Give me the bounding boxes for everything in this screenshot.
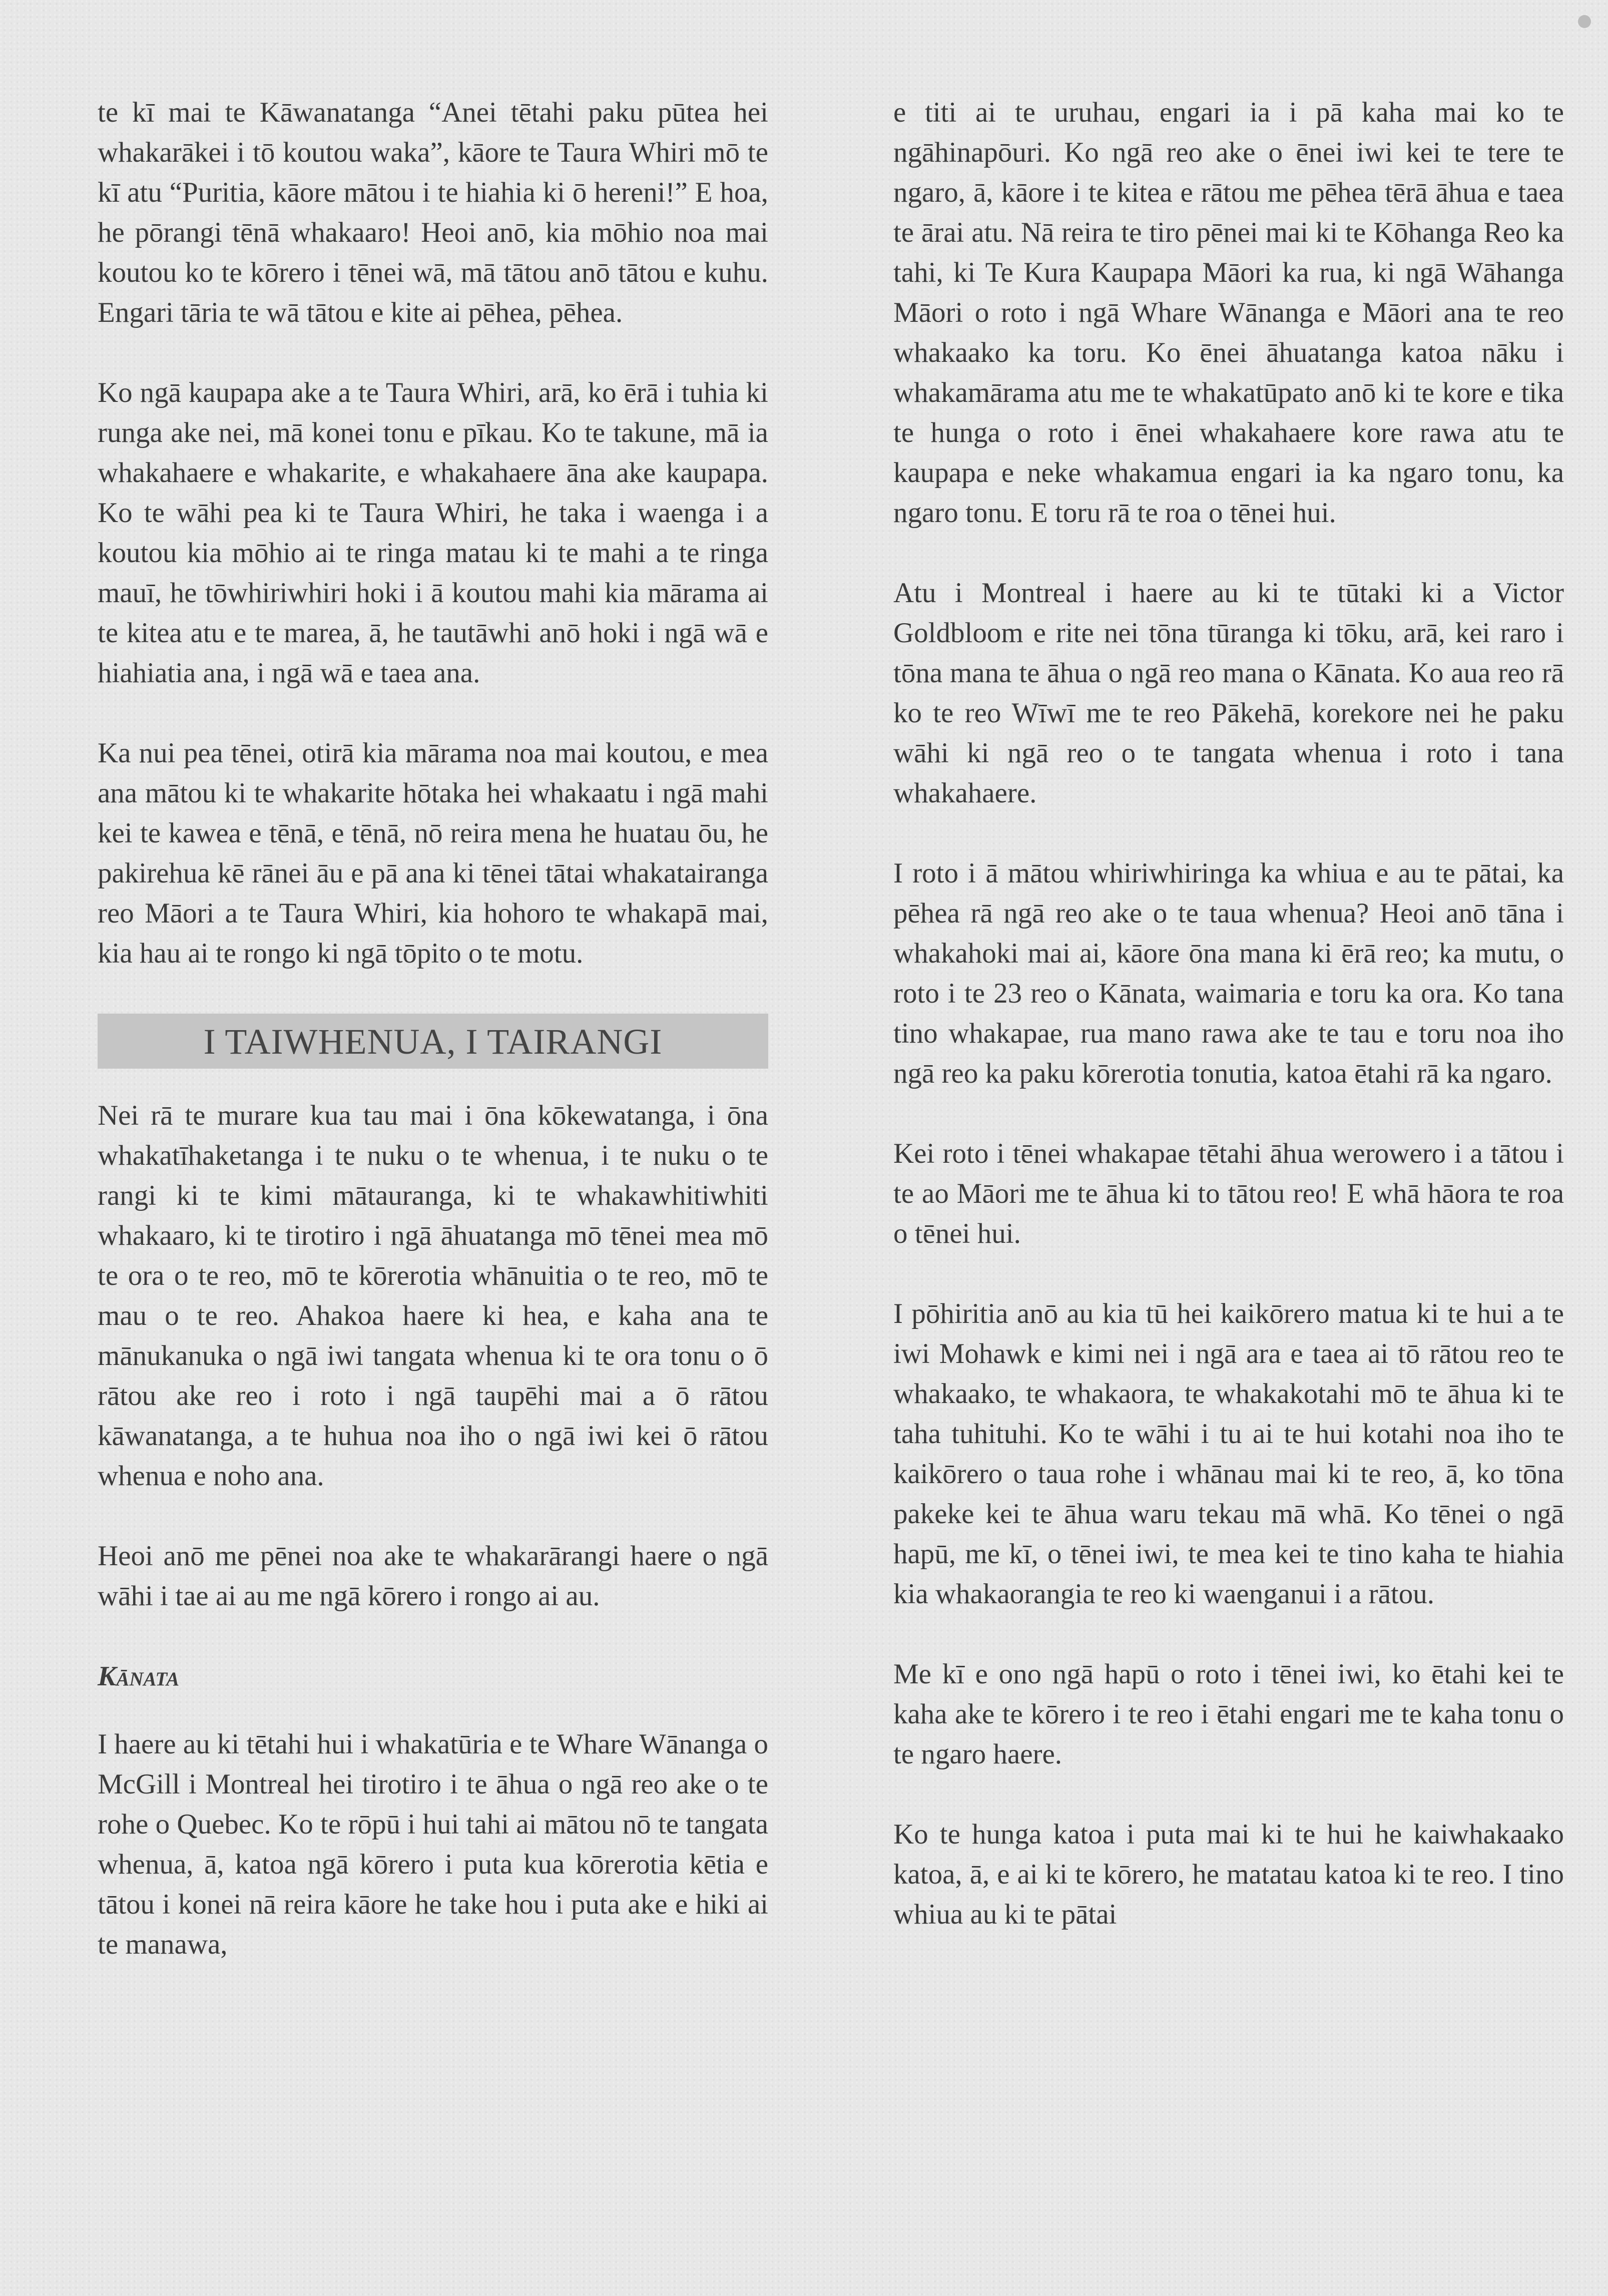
sub-heading-kanata	[98, 1656, 768, 1696]
paragraph-right-2: Atu i Montreal i haere au ki te tūtaki ki a Victor Goldbloom e rite nei tōna tūranga ki tōku, arā, kei raro i tōna mana te āhua o ngā reo mana o Kānata. Ko aua reo rā ko te reo Wīwī me te reo Pākehā, korekore nei he paku wāhi ki ngā reo o te tangata whenua i roto i tana whakahaere.	[893, 577, 1564, 809]
paragraph-right-6: Me kī e ono ngā hapū o roto i tēnei iwi, ko ētahi kei te kaha ake te kōrero i te reo i ētahi engari me te kaha tonu o te ngaro haere.	[893, 1658, 1564, 1770]
sub-heading-rest: ānata	[116, 1661, 180, 1692]
paragraph-left-2: Ko ngā kaupapa ake a te Taura Whiri, arā, ko ērā i tuhia ki runga ake nei, mā konei tonu e pīkau. Ko te takune, mā ia whakahaere e whakarite, e whakahaere āna ake kaupapa. Ko te wāhi pea ki te Taura Whiri, he taka i waenga i a koutou kia mōhio ai te ringa matau ki te mahi a te ringa mauī, he tōwhiriwhiri hoki i ā koutou mahi kia mārama ai te kitea atu e te marea, ā, he tautāwhi anō hoki i ngā wā e hiahiatia ana, i ngā wā e taea ana.	[98, 377, 768, 689]
paragraph-left-3: Ka nui pea tēnei, otirā kia mārama noa mai koutou, e mea ana mātou ki te whakarite hōtaka hei whakaatu i ngā mahi kei te kawea e tēnā, e tēnā, nō reira mena he huatau ōu, he pakirehua kē rānei āu e pā ana ki tēnei tātai whakatairanga reo Māori a te Taura Whiri, kia hohoro te whakapā mai, kia hau ai te rongo ki ngā tōpito o te motu.	[98, 737, 768, 969]
paragraph-right-1: e titi ai te uruhau, engari ia i pā kaha mai ko te ngāhinapōuri. Ko ngā reo ake o ēnei iwi kei te tere te ngaro, ā, kāore i te kitea e rātou me pēhea tērā āhua e taea te ārai atu. Nā reira te tiro pēnei mai ki te Kōhanga Reo ka tahi, ki Te Kura Kaupapa Māori ka rua, ki ngā Wāhanga Māori o roto i ngā Whare Wānanga e Māori ana te reo whakaako ka toru. Ko ēnei āhuatanga katoa nāku i whakamārama atu me te whakatūpato anō ki te kore e tika te hunga o roto i ēnei whakahaere kore rawa atu te kaupapa e neke whakamua engari ia ka ngaro tonu, ka ngaro tonu. E toru rā te roa o tēnei hui.	[893, 97, 1564, 529]
paragraph-right-4: Kei roto i tēnei whakapae tētahi āhua werowero i a tātou i te ao Māori me te āhua ki to tātou reo! E whā hāora te roa o tēnei hui.	[893, 1138, 1564, 1249]
paragraph-left-4: Nei rā te murare kua tau mai i ōna kōkewatanga, i ōna whakatīhaketanga i te nuku o te whenua, i te nuku o te rangi ki te kimi mātauranga, ki te whakawhitiwhiti whakaaro, ki te tirotiro i ngā āhuatanga mō tēnei mea mō te ora o te reo, mō te kōrerotia whānuitia o te reo, mō te mau o te reo. Ahakoa haere ki hea, e kaha ana te mānukanuka o ngā iwi tangata whenua ki te ora tonu o ō rātou ake reo i roto i ngā taupēhi mai a ō rātou kāwanatanga, a te huhua noa iho o ngā iwi kei ō rātou whenua e noho ana.	[98, 1100, 768, 1492]
paragraph-right-5: I pōhiritia anō au kia tū hei kaikōrero matua ki te hui a te iwi Mohawk e kimi nei i ngā ara e taea ai tō rātou reo te whakaako, te whakaora, te whakakotahi mō te āhua ki te taha tuhituhi. Ko te wāhi i tu ai te hui kotahi noa iho te kaikōrero o taua rohe i whānau mai ki te reo, ā, ko tōna pakeke kei te āhua waru tekau mā whā. Ko tēnei o ngā hapū, me kī, o tēnei iwi, te mea kei te tino kaha te hiahia kia whakaorangia te reo ki waenganui i a rātou.	[893, 1298, 1564, 1610]
paragraph-left-1: te kī mai te Kāwanatanga “Anei tētahi paku pūtea hei whakarākei i tō koutou waka”, kāore te Taura Whiri mō te kī atu “Puritia, kāore mātou i te hiahia ki ō hereni!” E hoa, he pōrangi tēnā whakaaro! Heoi anō, kia mōhio noa mai koutou ko te kōrero i tēnei wā, mā tātou anō tātou e kuhu. Engari tāria te wā tātou e kite ai pēhea, pēhea.	[98, 97, 768, 328]
sub-heading-initial: K	[98, 1661, 117, 1692]
right-column	[893, 93, 1564, 1975]
paragraph-right-7: Ko te hunga katoa i puta mai ki te hui he kaiwhakaako katoa, ā, e ai ki te kōrero, he matatau katoa ki te reo. I tino whiua au ki te pātai	[893, 1818, 1564, 1930]
paragraph-left-5: Heoi anō me pēnei noa ake te whakarārangi haere o ngā wāhi i tae ai au me ngā kōrero i rongo ai au.	[98, 1540, 768, 1612]
section-heading: I TAIWHENUA, I TAIRANGI	[98, 1014, 768, 1069]
paragraph-right-3: I roto i ā mātou whiriwhiringa ka whiua e au te pātai, ka pēhea rā ngā reo ake o te taua whenua? Heoi anō tāna i whakahoki mai ai, kāore ōna mana ki ērā reo; ka mutu, o roto i te 23 reo o Kānata, waimaria e toru ka ora. Ko tana tino whakapae, rua mano rawa ake te tau e toru noa iho ngā reo ka paku kōrerotia tonutia, katoa ētahi rā ka ngaro.	[893, 857, 1564, 1089]
paper-speck	[1578, 15, 1591, 28]
left-column	[98, 93, 768, 2005]
paragraph-left-6: I haere au ki tētahi hui i whakatūria e te Whare Wānanga o McGill i Montreal hei tirotiro i te āhua o ngā reo ake o te rohe o Quebec. Ko te rōpū i hui tahi ai mātou nō te tangata whenua, ā, katoa ngā kōrero i puta kua kōrerotia kētia e tātou i konei nā reira kāore he take hou i puta ake e hiki ai te manawa,	[98, 1728, 768, 1960]
